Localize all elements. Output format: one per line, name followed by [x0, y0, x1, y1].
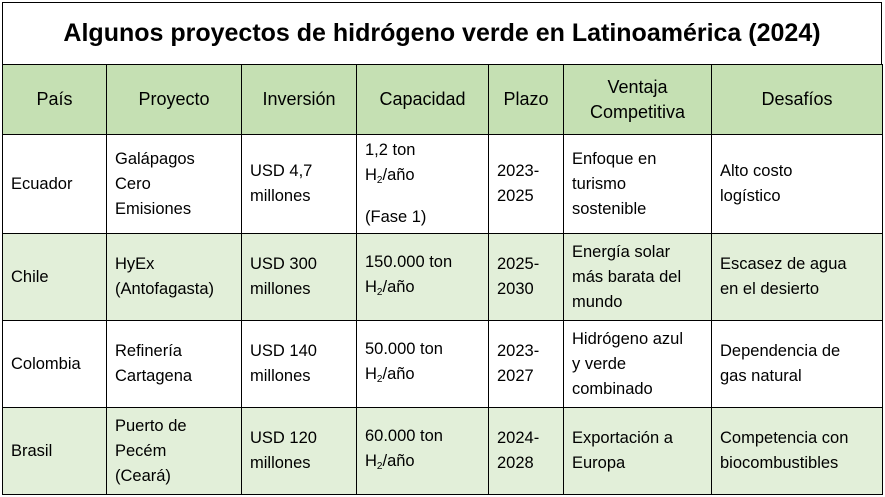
text-line: 2028	[497, 454, 534, 472]
capacity-amount: 60.000 ton	[365, 426, 443, 445]
capacity-unit	[365, 163, 480, 193]
cell-proyecto	[107, 234, 242, 321]
text-line: Enfoque en	[572, 149, 657, 168]
cell-ventaja	[564, 408, 712, 495]
cell-pais: Chile	[3, 234, 107, 321]
cell-pais: Brasil	[3, 408, 107, 495]
text-line: en el desierto	[720, 280, 820, 298]
text-line: y verde	[572, 354, 627, 373]
text-line: Refinería	[115, 342, 182, 360]
text-line: biocombustibles	[720, 454, 839, 472]
text-line: sostenible	[572, 199, 647, 218]
text-line: 2030	[497, 280, 534, 298]
cell-desafios	[712, 408, 883, 495]
cell-inversion	[242, 135, 357, 234]
text-line: Competencia con	[720, 429, 849, 447]
cell-inversion	[242, 408, 357, 495]
cell-proyecto	[107, 321, 242, 408]
cell-capacidad	[357, 408, 489, 495]
header-desafios: Desafíos	[712, 65, 883, 135]
cell-proyecto	[107, 135, 242, 234]
text-line: Cartagena	[115, 367, 193, 385]
header-ventaja	[564, 65, 712, 135]
text-line: gas natural	[720, 367, 802, 385]
cell-desafios	[712, 135, 883, 234]
text-line: 2025-	[497, 255, 540, 273]
capacity-unit	[365, 275, 480, 305]
text-line: HyEx	[115, 255, 155, 273]
text-line: 2027	[497, 367, 534, 385]
text-line: USD 4,7	[250, 162, 313, 180]
header-proyecto: Proyecto	[107, 65, 242, 135]
header-row	[3, 65, 883, 135]
capacity-amount: 50.000 ton	[365, 339, 443, 358]
h-symbol: H	[365, 364, 377, 383]
cell-plazo	[489, 408, 564, 495]
subscript-2: 2	[376, 175, 383, 186]
capacity-unit	[365, 362, 480, 392]
table-row	[3, 234, 883, 321]
text-line: Puerto de	[115, 416, 187, 435]
cell-desafios	[712, 321, 883, 408]
projects-table	[2, 64, 883, 495]
capacity-amount: 1,2 ton	[365, 141, 416, 159]
text-line: turismo	[572, 174, 627, 193]
capacity-unit	[365, 449, 480, 479]
text-line: combinado	[572, 379, 653, 398]
header-ventaja-line1: Ventaja	[607, 76, 668, 97]
subscript-2: 2	[376, 286, 383, 298]
text-line: USD 120	[250, 429, 317, 447]
subscript-2: 2	[376, 373, 383, 385]
text-line: Galápagos	[115, 149, 195, 168]
h-symbol: H	[365, 166, 377, 184]
cell-capacidad	[357, 234, 489, 321]
per-year: /año	[382, 364, 415, 383]
text-line: Cero	[115, 174, 151, 193]
cell-plazo	[489, 135, 564, 234]
text-line: Energía solar	[572, 242, 671, 261]
text-line: Dependencia de	[720, 342, 841, 360]
per-year: /año	[382, 166, 415, 184]
text-line: Europa	[572, 454, 626, 472]
text-line: millones	[250, 280, 311, 298]
capacity-amount: 150.000 ton	[365, 252, 453, 271]
text-line: USD 140	[250, 342, 317, 360]
text-line: millones	[250, 367, 311, 385]
cell-inversion	[242, 321, 357, 408]
cell-desafios	[712, 234, 883, 321]
header-pais: País	[3, 65, 107, 135]
table-row	[3, 321, 883, 408]
text-line: 2023-	[497, 342, 540, 360]
text-line: millones	[250, 454, 311, 472]
text-line: Emisiones	[115, 199, 192, 218]
cell-pais: Ecuador	[3, 135, 107, 234]
header-capacidad: Capacidad	[357, 65, 489, 135]
text-line: 2023-	[497, 162, 540, 180]
cell-capacidad	[357, 135, 489, 234]
cell-plazo	[489, 321, 564, 408]
text-line: Alto costo	[720, 162, 793, 180]
cell-proyecto	[107, 408, 242, 495]
text-line: millones	[250, 187, 311, 205]
h-symbol: H	[365, 277, 377, 296]
text-line: (Antofagasta)	[115, 280, 215, 298]
text-line: (Ceará)	[115, 466, 171, 485]
text-line: Pecém	[115, 441, 167, 460]
header-plazo: Plazo	[489, 65, 564, 135]
h-symbol: H	[365, 451, 377, 470]
cell-pais: Colombia	[3, 321, 107, 408]
table-row	[3, 135, 883, 234]
text-line: Hidrógeno azul	[572, 329, 683, 348]
cell-plazo	[489, 234, 564, 321]
per-year: /año	[382, 277, 415, 296]
subscript-2: 2	[376, 460, 383, 472]
table-row	[3, 408, 883, 495]
header-inversion: Inversión	[242, 65, 357, 135]
capacity-note: (Fase 1)	[365, 208, 427, 226]
table-title: Algunos proyectos de hidrógeno verde en Latinoamérica (2024)	[2, 2, 882, 65]
text-line: más barata del	[572, 267, 682, 286]
text-line: 2024-	[497, 429, 540, 447]
cell-capacidad	[357, 321, 489, 408]
text-line: 2025	[497, 187, 534, 205]
header-ventaja-line2: Competitiva	[589, 101, 686, 122]
text-line: USD 300	[250, 255, 317, 273]
cell-inversion	[242, 234, 357, 321]
cell-ventaja	[564, 135, 712, 234]
text-line: mundo	[572, 292, 623, 311]
text-line: Escasez de agua	[720, 255, 847, 273]
cell-ventaja	[564, 234, 712, 321]
per-year: /año	[382, 451, 415, 470]
text-line: logístico	[720, 187, 781, 205]
text-line: Exportación a	[572, 429, 673, 447]
cell-ventaja	[564, 321, 712, 408]
